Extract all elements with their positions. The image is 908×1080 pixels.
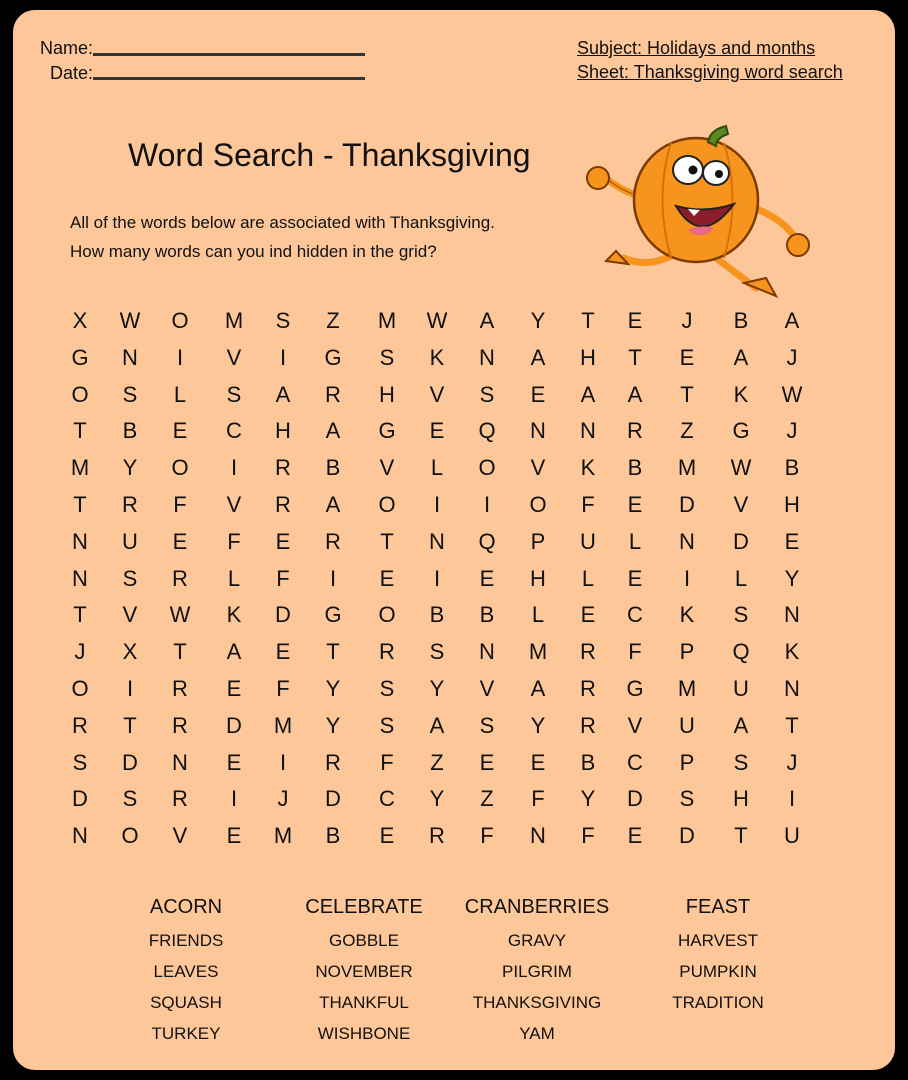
grid-letter[interactable]: N (72, 528, 88, 554)
grid-letter[interactable]: D (733, 528, 749, 554)
grid-letter[interactable]: E (429, 418, 445, 444)
name-line[interactable] (93, 53, 365, 56)
grid-letter[interactable]: F (628, 639, 642, 665)
grid-letter[interactable]: L (227, 565, 241, 591)
word-list-item: GOBBLE (329, 931, 399, 950)
grid-letter[interactable]: A (530, 676, 546, 701)
grid-letter[interactable]: O (171, 455, 189, 481)
grid-letter[interactable]: J (786, 344, 798, 370)
grid-letter[interactable]: V (479, 676, 495, 701)
grid-letter[interactable]: T (628, 344, 642, 370)
grid-letter[interactable]: E (275, 639, 291, 665)
grid-letter[interactable]: N (122, 344, 138, 370)
grid-letter[interactable]: C (627, 602, 643, 628)
grid-letter[interactable]: L (734, 565, 748, 591)
grid-letter[interactable]: F (531, 786, 545, 812)
word-list-item: FRIENDS (148, 931, 224, 950)
grid-letter[interactable]: H (275, 418, 291, 444)
worksheet (13, 10, 895, 1070)
grid-letter[interactable]: Z (326, 308, 340, 333)
grid-letter[interactable]: T (581, 308, 595, 333)
grid-letter[interactable]: I (279, 344, 287, 370)
grid-letter[interactable]: T (73, 602, 87, 628)
grid-letter[interactable]: L (531, 602, 545, 628)
grid-letter[interactable]: R (72, 712, 88, 738)
grid-letter[interactable]: K (784, 639, 800, 665)
grid-letter[interactable]: S (479, 712, 495, 738)
subject-text: Subject: Holidays and months (577, 38, 816, 58)
grid-letter[interactable]: E (479, 749, 495, 775)
grid-letter[interactable]: I (433, 492, 441, 517)
grid-letter[interactable]: E (172, 528, 188, 554)
grid-letter[interactable]: E (530, 749, 546, 775)
grid-letter[interactable]: Y (580, 786, 596, 812)
grid-letter[interactable]: I (176, 344, 184, 370)
grid-letter[interactable]: R (275, 455, 291, 481)
grid-letter[interactable]: X (72, 308, 88, 333)
grid-letter[interactable]: B (627, 455, 643, 481)
grid-letter[interactable]: T (173, 639, 187, 665)
grid-letter[interactable]: R (580, 676, 596, 701)
grid-letter[interactable]: S (122, 565, 138, 591)
grid-letter[interactable]: R (172, 712, 188, 738)
intro-line-1: All of the words below are associated with Thanksgiving. (70, 213, 495, 232)
grid-letter[interactable]: J (74, 639, 86, 665)
grid-letter[interactable]: Y (429, 786, 445, 812)
grid-letter[interactable]: I (230, 455, 238, 481)
grid-letter[interactable]: N (429, 528, 445, 554)
grid-letter[interactable]: T (73, 492, 87, 517)
grid-letter[interactable]: K (429, 344, 445, 370)
grid-letter[interactable]: I (683, 565, 691, 591)
grid-letter[interactable]: F (480, 823, 494, 849)
grid-letter[interactable]: N (580, 418, 596, 444)
grid-letter[interactable]: N (479, 344, 495, 370)
grid-letter[interactable]: A (325, 418, 341, 444)
grid-letter[interactable]: H (379, 381, 395, 407)
grid-letter[interactable]: Y (429, 676, 445, 701)
grid-letter[interactable]: I (329, 565, 337, 591)
grid-letter[interactable]: E (679, 344, 695, 370)
grid-letter[interactable]: T (734, 823, 748, 849)
grid-letter[interactable]: Z (430, 749, 444, 775)
grid-letter[interactable]: E (627, 308, 643, 333)
grid-letter[interactable]: V (733, 492, 749, 517)
grid-letter[interactable]: V (379, 455, 395, 481)
grid-letter[interactable]: Y (122, 455, 138, 481)
grid-letter[interactable]: J (786, 418, 798, 444)
grid-letter[interactable]: R (122, 492, 138, 517)
grid-letter[interactable]: W (426, 308, 448, 333)
date-line[interactable] (93, 77, 365, 80)
grid-letter[interactable]: E (627, 823, 643, 849)
grid-letter[interactable]: G (626, 676, 644, 701)
grid-letter[interactable]: M (273, 712, 293, 738)
grid-letter[interactable]: D (679, 492, 695, 517)
grid-letter[interactable]: Q (478, 418, 496, 444)
grid-letter[interactable]: S (122, 786, 138, 812)
word-list-item: ACORN (149, 896, 223, 918)
grid-letter[interactable]: R (172, 786, 188, 812)
grid-letter[interactable]: P (679, 749, 695, 775)
grid-letter[interactable]: A (733, 712, 749, 738)
grid-letter[interactable]: A (275, 381, 291, 407)
grid-letter[interactable]: N (530, 823, 546, 849)
word-list-item: GRAVY (507, 931, 567, 950)
grid-letter[interactable]: B (325, 455, 341, 481)
word-list-item: THANKSGIVING (472, 993, 602, 1012)
grid-letter[interactable]: M (273, 823, 293, 849)
grid-letter[interactable]: E (580, 602, 596, 628)
grid-letter[interactable]: A (429, 712, 445, 738)
grid-letter[interactable]: A (733, 344, 749, 370)
grid-letter[interactable]: E (530, 381, 546, 407)
grid-letter[interactable]: S (72, 749, 88, 775)
grid-letter[interactable]: H (733, 786, 749, 812)
word-list-item: SQUASH (150, 993, 222, 1012)
word-list-item: CRANBERRIES (464, 896, 610, 918)
grid-letter[interactable]: F (380, 749, 394, 775)
grid-letter[interactable]: K (226, 602, 242, 628)
grid-letter[interactable]: B (733, 308, 749, 333)
intro-line-2: How many words can you ind hidden in the grid? (70, 242, 437, 261)
grid-letter[interactable]: E (379, 565, 395, 591)
grid-letter[interactable]: A (226, 639, 242, 665)
grid-letter[interactable]: O (378, 602, 396, 628)
grid-letter[interactable]: N (72, 565, 88, 591)
grid-letter[interactable]: D (226, 712, 242, 738)
grid-letter[interactable]: O (121, 823, 139, 849)
grid-letter[interactable]: D (325, 786, 341, 812)
grid-letter[interactable]: B (784, 455, 800, 481)
grid-letter[interactable]: U (733, 676, 749, 701)
grid-letter[interactable]: U (580, 528, 596, 554)
grid-letter[interactable]: J (681, 308, 693, 333)
name-label: Name: (39, 38, 93, 58)
grid-letter[interactable]: D (122, 749, 138, 775)
grid-letter[interactable]: E (226, 823, 242, 849)
date-label: Date: (49, 63, 93, 83)
grid-letter[interactable]: E (172, 418, 188, 444)
grid-letter[interactable]: I (433, 565, 441, 591)
grid-letter[interactable]: N (72, 823, 88, 849)
grid-letter[interactable]: B (580, 749, 596, 775)
word-list-item: PILGRIM (502, 962, 572, 981)
grid-letter[interactable]: O (529, 492, 547, 517)
grid-letter[interactable]: U (122, 528, 138, 554)
word-list-item: TURKEY (151, 1024, 221, 1043)
word-list-item: HARVEST (678, 931, 758, 950)
grid-letter[interactable]: Y (530, 308, 546, 333)
grid-letter[interactable]: I (279, 749, 287, 775)
grid-letter[interactable]: E (226, 676, 242, 701)
grid-letter[interactable]: N (172, 749, 188, 775)
word-list-item: CELEBRATE (305, 896, 423, 918)
date-field (13, 63, 93, 87)
grid-letter[interactable]: F (276, 676, 290, 701)
grid-letter[interactable]: C (379, 786, 395, 812)
grid-letter[interactable]: N (784, 602, 800, 628)
word-list-item: YAM (519, 1024, 555, 1043)
grid-letter[interactable]: L (581, 565, 595, 591)
grid-letter[interactable]: N (679, 528, 695, 554)
grid-letter[interactable]: W (730, 455, 752, 481)
grid-letter[interactable]: Y (325, 676, 341, 701)
grid-letter[interactable]: V (172, 823, 188, 849)
grid-letter[interactable]: C (226, 418, 242, 444)
grid-letter[interactable]: S (379, 676, 395, 701)
grid-letter[interactable]: M (528, 639, 548, 665)
grid-letter[interactable]: R (580, 639, 596, 665)
grid-letter[interactable]: I (230, 786, 238, 812)
grid-letter[interactable]: T (123, 712, 137, 738)
grid-letter[interactable]: D (627, 786, 643, 812)
grid-letter[interactable]: H (580, 344, 596, 370)
grid-letter[interactable]: G (71, 344, 89, 370)
word-list-item: THANKFUL (319, 993, 409, 1012)
grid-letter[interactable]: S (733, 602, 749, 628)
grid-letter[interactable]: E (627, 492, 643, 517)
grid-letter[interactable]: P (679, 639, 695, 665)
grid-letter[interactable]: C (627, 749, 643, 775)
grid-letter[interactable]: A (325, 492, 341, 517)
grid-letter[interactable]: W (169, 602, 191, 628)
grid-letter[interactable]: B (479, 602, 495, 628)
grid-letter[interactable]: R (379, 639, 395, 665)
word-list-item: NOVEMBER (315, 962, 413, 981)
grid-letter[interactable]: S (226, 381, 242, 407)
grid-letter[interactable]: X (122, 639, 138, 665)
grid-letter[interactable]: N (479, 639, 495, 665)
word-list-item: PUMPKIN (679, 962, 757, 981)
grid-letter[interactable]: D (275, 602, 291, 628)
grid-letter[interactable]: O (378, 492, 396, 517)
grid-letter[interactable]: F (581, 492, 595, 517)
grid-letter[interactable]: D (72, 786, 88, 812)
grid-letter[interactable]: H (784, 492, 800, 517)
grid-letter[interactable]: N (530, 418, 546, 444)
grid-letter[interactable]: M (70, 455, 90, 481)
grid-letter[interactable]: D (679, 823, 695, 849)
grid-letter[interactable]: Y (325, 712, 341, 738)
grid-letter[interactable]: A (479, 308, 495, 333)
grid-letter[interactable]: E (784, 528, 800, 554)
grid-letter[interactable]: E (226, 749, 242, 775)
grid-letter[interactable]: M (224, 308, 244, 333)
grid-letter[interactable]: G (378, 418, 396, 444)
grid-letter[interactable]: R (325, 749, 341, 775)
grid-letter[interactable]: V (530, 455, 546, 481)
grid-letter[interactable]: E (627, 565, 643, 591)
grid-letter[interactable]: L (628, 528, 642, 554)
grid-letter[interactable]: U (679, 712, 695, 738)
grid-letter[interactable]: T (326, 639, 340, 665)
grid-letter[interactable]: R (429, 823, 445, 849)
grid-letter[interactable]: S (479, 381, 495, 407)
grid-letter[interactable]: K (679, 602, 695, 628)
grid-letter[interactable]: R (627, 418, 643, 444)
grid-letter[interactable]: A (530, 344, 546, 370)
grid-letter[interactable]: H (530, 565, 546, 591)
grid-letter[interactable]: S (679, 786, 695, 812)
grid-letter[interactable]: F (276, 565, 290, 591)
grid-letter[interactable]: I (788, 786, 796, 812)
grid-letter[interactable]: J (786, 749, 798, 775)
grid-letter[interactable]: F (227, 528, 241, 554)
grid-letter[interactable]: S (429, 639, 445, 665)
grid-letter[interactable]: R (172, 565, 188, 591)
sheet-text: Sheet: Thanksgiving word search (577, 62, 843, 82)
grid-letter[interactable]: R (325, 381, 341, 407)
grid-letter[interactable]: M (677, 455, 697, 481)
page-title: Word Search - Thanksgiving (128, 137, 531, 173)
grid-letter[interactable]: N (784, 676, 800, 701)
grid-letter[interactable]: V (429, 381, 445, 407)
grid-letter[interactable]: I (126, 676, 134, 701)
grid-letter[interactable]: S (379, 712, 395, 738)
grid-letter[interactable]: A (580, 381, 596, 407)
name-field (13, 38, 93, 62)
grid-letter[interactable]: S (379, 344, 395, 370)
grid-letter[interactable]: W (781, 381, 803, 407)
grid-letter[interactable]: E (479, 565, 495, 591)
grid-letter[interactable]: P (530, 528, 546, 554)
grid-letter[interactable]: T (785, 712, 799, 738)
grid-letter[interactable]: S (733, 749, 749, 775)
grid-letter[interactable]: Z (480, 786, 494, 812)
grid-letter[interactable]: Q (478, 528, 496, 554)
grid-letter[interactable]: K (580, 455, 596, 481)
grid-letter[interactable]: F (581, 823, 595, 849)
word-list-item: FEAST (685, 896, 751, 918)
grid-letter[interactable]: I (483, 492, 491, 517)
grid-letter[interactable]: Y (530, 712, 546, 738)
grid-letter[interactable]: V (226, 492, 242, 517)
grid-letter[interactable]: U (784, 823, 800, 849)
grid-letter[interactable]: T (680, 381, 694, 407)
pumpkin-mascot-icon (576, 118, 811, 303)
grid-letter[interactable]: E (275, 528, 291, 554)
grid-letter[interactable]: S (122, 381, 138, 407)
grid-letter[interactable]: O (71, 676, 89, 701)
grid-letter[interactable]: T (380, 528, 394, 554)
grid-letter[interactable]: M (377, 308, 397, 333)
grid-letter[interactable]: Y (784, 565, 800, 591)
grid-letter[interactable]: M (677, 676, 697, 701)
word-list-item: TRADITION (672, 993, 764, 1012)
grid-letter[interactable]: O (171, 308, 189, 333)
grid-letter[interactable]: V (226, 344, 242, 370)
grid-letter[interactable]: R (275, 492, 291, 517)
grid-letter[interactable]: K (733, 381, 749, 407)
word-list-item: WISHBONE (317, 1024, 411, 1043)
grid-letter[interactable]: A (627, 381, 643, 407)
grid-letter[interactable]: T (73, 418, 87, 444)
grid-letter[interactable]: F (173, 492, 187, 517)
grid-letter[interactable]: A (784, 308, 800, 333)
word-list-item: LEAVES (153, 962, 219, 981)
grid-letter[interactable]: G (732, 418, 750, 444)
grid-letter[interactable]: B (429, 602, 445, 628)
grid-letter[interactable]: R (172, 676, 188, 701)
grid-letter[interactable]: G (324, 602, 342, 628)
grid-letter[interactable]: V (122, 602, 138, 628)
grid-letter[interactable]: B (122, 418, 138, 444)
grid-letter[interactable]: B (325, 823, 341, 849)
grid-letter[interactable]: Z (680, 418, 694, 444)
grid-letter[interactable]: L (173, 381, 187, 407)
grid-letter[interactable]: S (275, 308, 291, 333)
grid-letter[interactable]: R (325, 528, 341, 554)
grid-letter[interactable]: G (324, 344, 342, 370)
grid-letter[interactable]: L (430, 455, 444, 481)
grid-letter[interactable]: V (627, 712, 643, 738)
grid-letter[interactable]: O (478, 455, 496, 481)
grid-letter[interactable]: R (580, 712, 596, 738)
grid-letter[interactable]: J (277, 786, 289, 812)
grid-letter[interactable]: O (71, 381, 89, 407)
grid-letter[interactable]: Q (732, 639, 750, 665)
grid-letter[interactable]: E (379, 823, 395, 849)
grid-letter[interactable]: W (119, 308, 141, 333)
